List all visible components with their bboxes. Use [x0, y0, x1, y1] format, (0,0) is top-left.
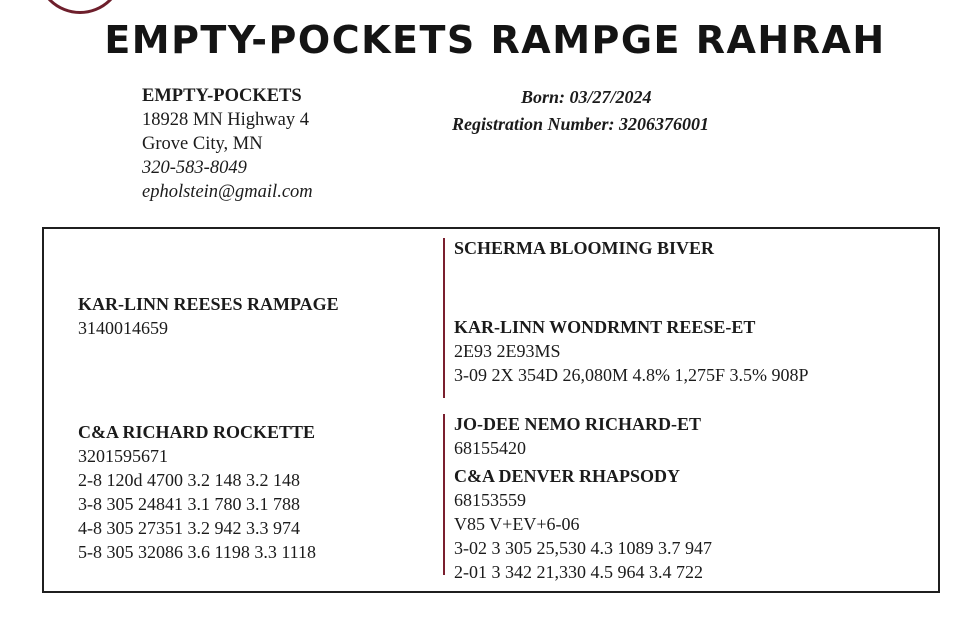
owner-city: Grove City, MN — [142, 134, 263, 154]
dam-dam-reg: 68153559 — [454, 490, 526, 510]
sire-sire-block — [454, 236, 714, 260]
sire-dam-classification: 2E93 2E93MS — [454, 341, 561, 361]
dam-dam-classification: V85 V+EV+6-06 — [454, 514, 580, 534]
owner-phone: 320-583-8049 — [142, 158, 247, 178]
sire-block — [78, 292, 339, 340]
sire-dam-block — [454, 315, 809, 387]
dam-name: C&A RICHARD ROCKETTE — [78, 422, 316, 442]
sire-reg: 3140014659 — [78, 318, 168, 338]
sire-side-bracket — [443, 238, 445, 398]
pedigree-box — [42, 227, 940, 593]
dam-dam-block — [454, 464, 712, 584]
dam-record: 3-8 305 24841 3.1 780 3.1 788 — [78, 494, 300, 514]
sire-dam-record: 3-09 2X 354D 26,080M 4.8% 1,275F 3.5% 908P — [454, 365, 809, 385]
dam-record: 5-8 305 32086 3.6 1198 3.3 1118 — [78, 542, 316, 562]
animal-info — [452, 84, 709, 138]
birth-date: Born: 03/27/2024 — [521, 87, 652, 107]
dam-record: 4-8 305 27351 3.2 942 3.3 974 — [78, 518, 300, 538]
dam-dam-record: 2-01 3 342 21,330 4.5 964 3.4 722 — [454, 562, 703, 582]
page-title: EMPTY-POCKETS RAMPGE RAHRAH — [104, 18, 886, 62]
owner-info — [142, 84, 313, 204]
dam-side-bracket — [443, 414, 445, 575]
dam-sire-name: JO-DEE NEMO RICHARD-ET — [454, 414, 702, 434]
registration-number: Registration Number: 3206376001 — [452, 114, 710, 134]
dam-dam-name: C&A DENVER RHAPSODY — [454, 466, 681, 486]
sire-name: KAR-LINN REESES RAMPAGE — [78, 294, 339, 314]
dam-reg: 3201595671 — [78, 446, 168, 466]
owner-name: EMPTY-POCKETS — [142, 86, 302, 106]
sire-dam-name: KAR-LINN WONDRMNT REESE-ET — [454, 317, 756, 337]
owner-address: 18928 MN Highway 4 — [142, 110, 310, 130]
dam-block — [78, 420, 316, 564]
sire-sire-name: SCHERMA BLOOMING BIVER — [454, 238, 715, 258]
dam-record: 2-8 120d 4700 3.2 148 3.2 148 — [78, 470, 300, 490]
logo-circle — [36, 0, 124, 14]
dam-sire-block — [454, 412, 701, 460]
dam-sire-reg: 68155420 — [454, 438, 526, 458]
dam-dam-record: 3-02 3 305 25,530 4.3 1089 3.7 947 — [454, 538, 712, 558]
owner-email: epholstein@gmail.com — [142, 182, 313, 202]
